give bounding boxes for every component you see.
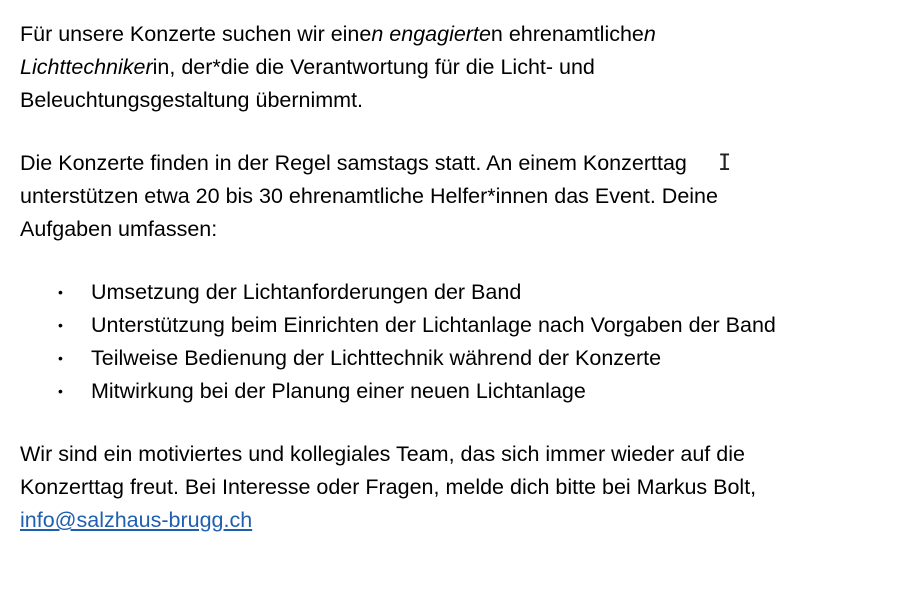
list-item (20, 309, 895, 342)
intro-text-2: n ehrenamtliche (490, 22, 644, 46)
list-item (20, 375, 895, 408)
intro-text-italic-1: n engagierte (371, 22, 491, 46)
intro-text-3: in, der*die die Verantwortung für die Licht- und Beleuchtungsgestaltung übernimmt. (20, 55, 595, 112)
list-item (20, 276, 895, 309)
closing-paragraph (20, 438, 895, 537)
email-link[interactable]: info@salzhaus-brugg.ch (20, 508, 253, 532)
list-item-text: Mitwirkung bei der Planung einer neuen Lichtanlage (91, 379, 586, 403)
bullet-icon: • (58, 383, 63, 399)
bullet-icon: • (58, 317, 63, 333)
schedule-paragraph: Die Konzerte finden in der Regel samstags statt. An einem Konzerttag unterstützen etwa 20 bis 30 ehrenamtliche Helfer*innen das Event. Deine Aufgaben umfassen: (20, 151, 718, 241)
intro-paragraph (20, 18, 895, 117)
list-item-text: Teilweise Bedienung der Lichttechnik während der Konzerte (91, 346, 662, 370)
text-cursor-icon: I (718, 151, 732, 176)
closing-text: Wir sind ein motiviertes und kollegiales Team, das sich immer wieder auf die Konzerttag freut. Bei Interesse oder Fragen, melde dich bitte bei Markus Bolt, (20, 442, 757, 499)
bullet-icon: • (58, 284, 63, 300)
list-item-text: Unterstützung beim Einrichten der Lichtanlage nach Vorgaben der Band (91, 313, 776, 337)
task-list (20, 276, 895, 408)
list-item (20, 342, 895, 375)
list-item-text: Umsetzung der Lichtanforderungen der Band (91, 280, 522, 304)
intro-text-italic-2: n Lichttechniker (20, 22, 656, 79)
intro-text-1: Für unsere Konzerte suchen wir eine (20, 22, 372, 46)
bullet-icon: • (58, 350, 63, 366)
document-body (20, 18, 895, 537)
